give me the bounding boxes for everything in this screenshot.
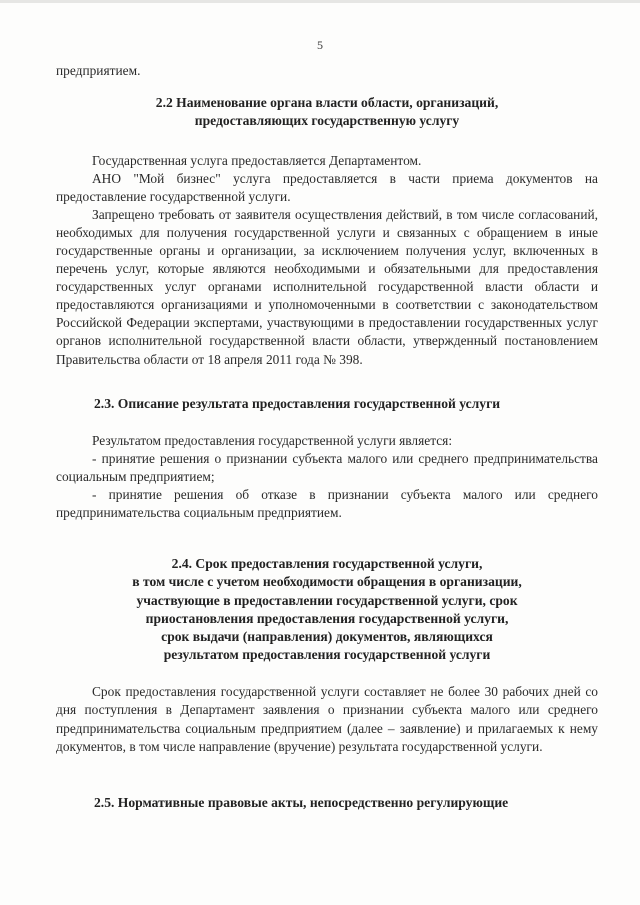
page-edge bbox=[0, 0, 640, 3]
page-content bbox=[56, 62, 598, 812]
section-2-2-paragraph-1: Государственная услуга предоставляется Департаментом. bbox=[92, 152, 422, 168]
section-2-2-heading: 2.2 Наименование органа власти области, организаций, предоставляющих государственную услугу bbox=[155, 95, 499, 129]
section-2-4-paragraph-1: Срок предоставления государственной услуги составляет не более 30 рабочих дней со дня поступления в Департамент заявления о признании субъекта малого или среднего предпринимательства социальным предприятием (далее – заявление) и прилагаемых к нему документов, в том числе направление (вручение) результата государственной услуги. bbox=[56, 684, 598, 754]
section-2-5-heading: 2.5. Нормативные правовые акты, непосредственно регулирующие bbox=[94, 794, 509, 810]
section-2-3-paragraph-1: Результатом предоставления государственной услуги является: bbox=[92, 432, 453, 448]
section-2-4-heading: 2.4. Срок предоставления государственной услуги, в том числе с учетом необходимости обращения в организации, участвующие в предоставлении государственной услуги, срок приостановления предоставления государственной услуги, срок выдачи (направления) документов, являющихся результатом предоставления государственной услуги bbox=[132, 556, 522, 663]
section-2-3-item-1: - принятие решения о признании субъекта малого или среднего предпринимательства социальным предприятием; bbox=[56, 450, 598, 484]
section-2-3-item-2: - принятие решения об отказе в признании субъекта малого или среднего предпринимательства социальным предприятием. bbox=[56, 486, 598, 520]
section-2-2-paragraph-3: Запрещено требовать от заявителя осуществления действий, в том числе согласований, необходимых для получения государственной услуги и связанных с обращением в иные государственные органы и организации, за исключением получения услуг, включенных в перечень услуг, которые являются необходимыми и обязательными для предоставления государственных услуг органами исполнительной государственной власти области и предоставляются организациями и уполномоченными в соответствии с законодательством Российской Федерации экспертами, участвующими в предоставлении государственных услуг органов исполнительной государственной власти области, утвержденный постановлением Правительства области от 18 апреля 2011 года № 398. bbox=[56, 206, 598, 367]
page-number: 5 bbox=[317, 38, 323, 52]
section-2-3-heading: 2.3. Описание результата предоставления государственной услуги bbox=[94, 395, 501, 411]
section-2-2-paragraph-2: АНО "Мой бизнес" услуга предоставляется в части приема документов на предоставление государственной услуги. bbox=[56, 170, 598, 204]
intro-fragment: предприятием. bbox=[56, 63, 141, 78]
